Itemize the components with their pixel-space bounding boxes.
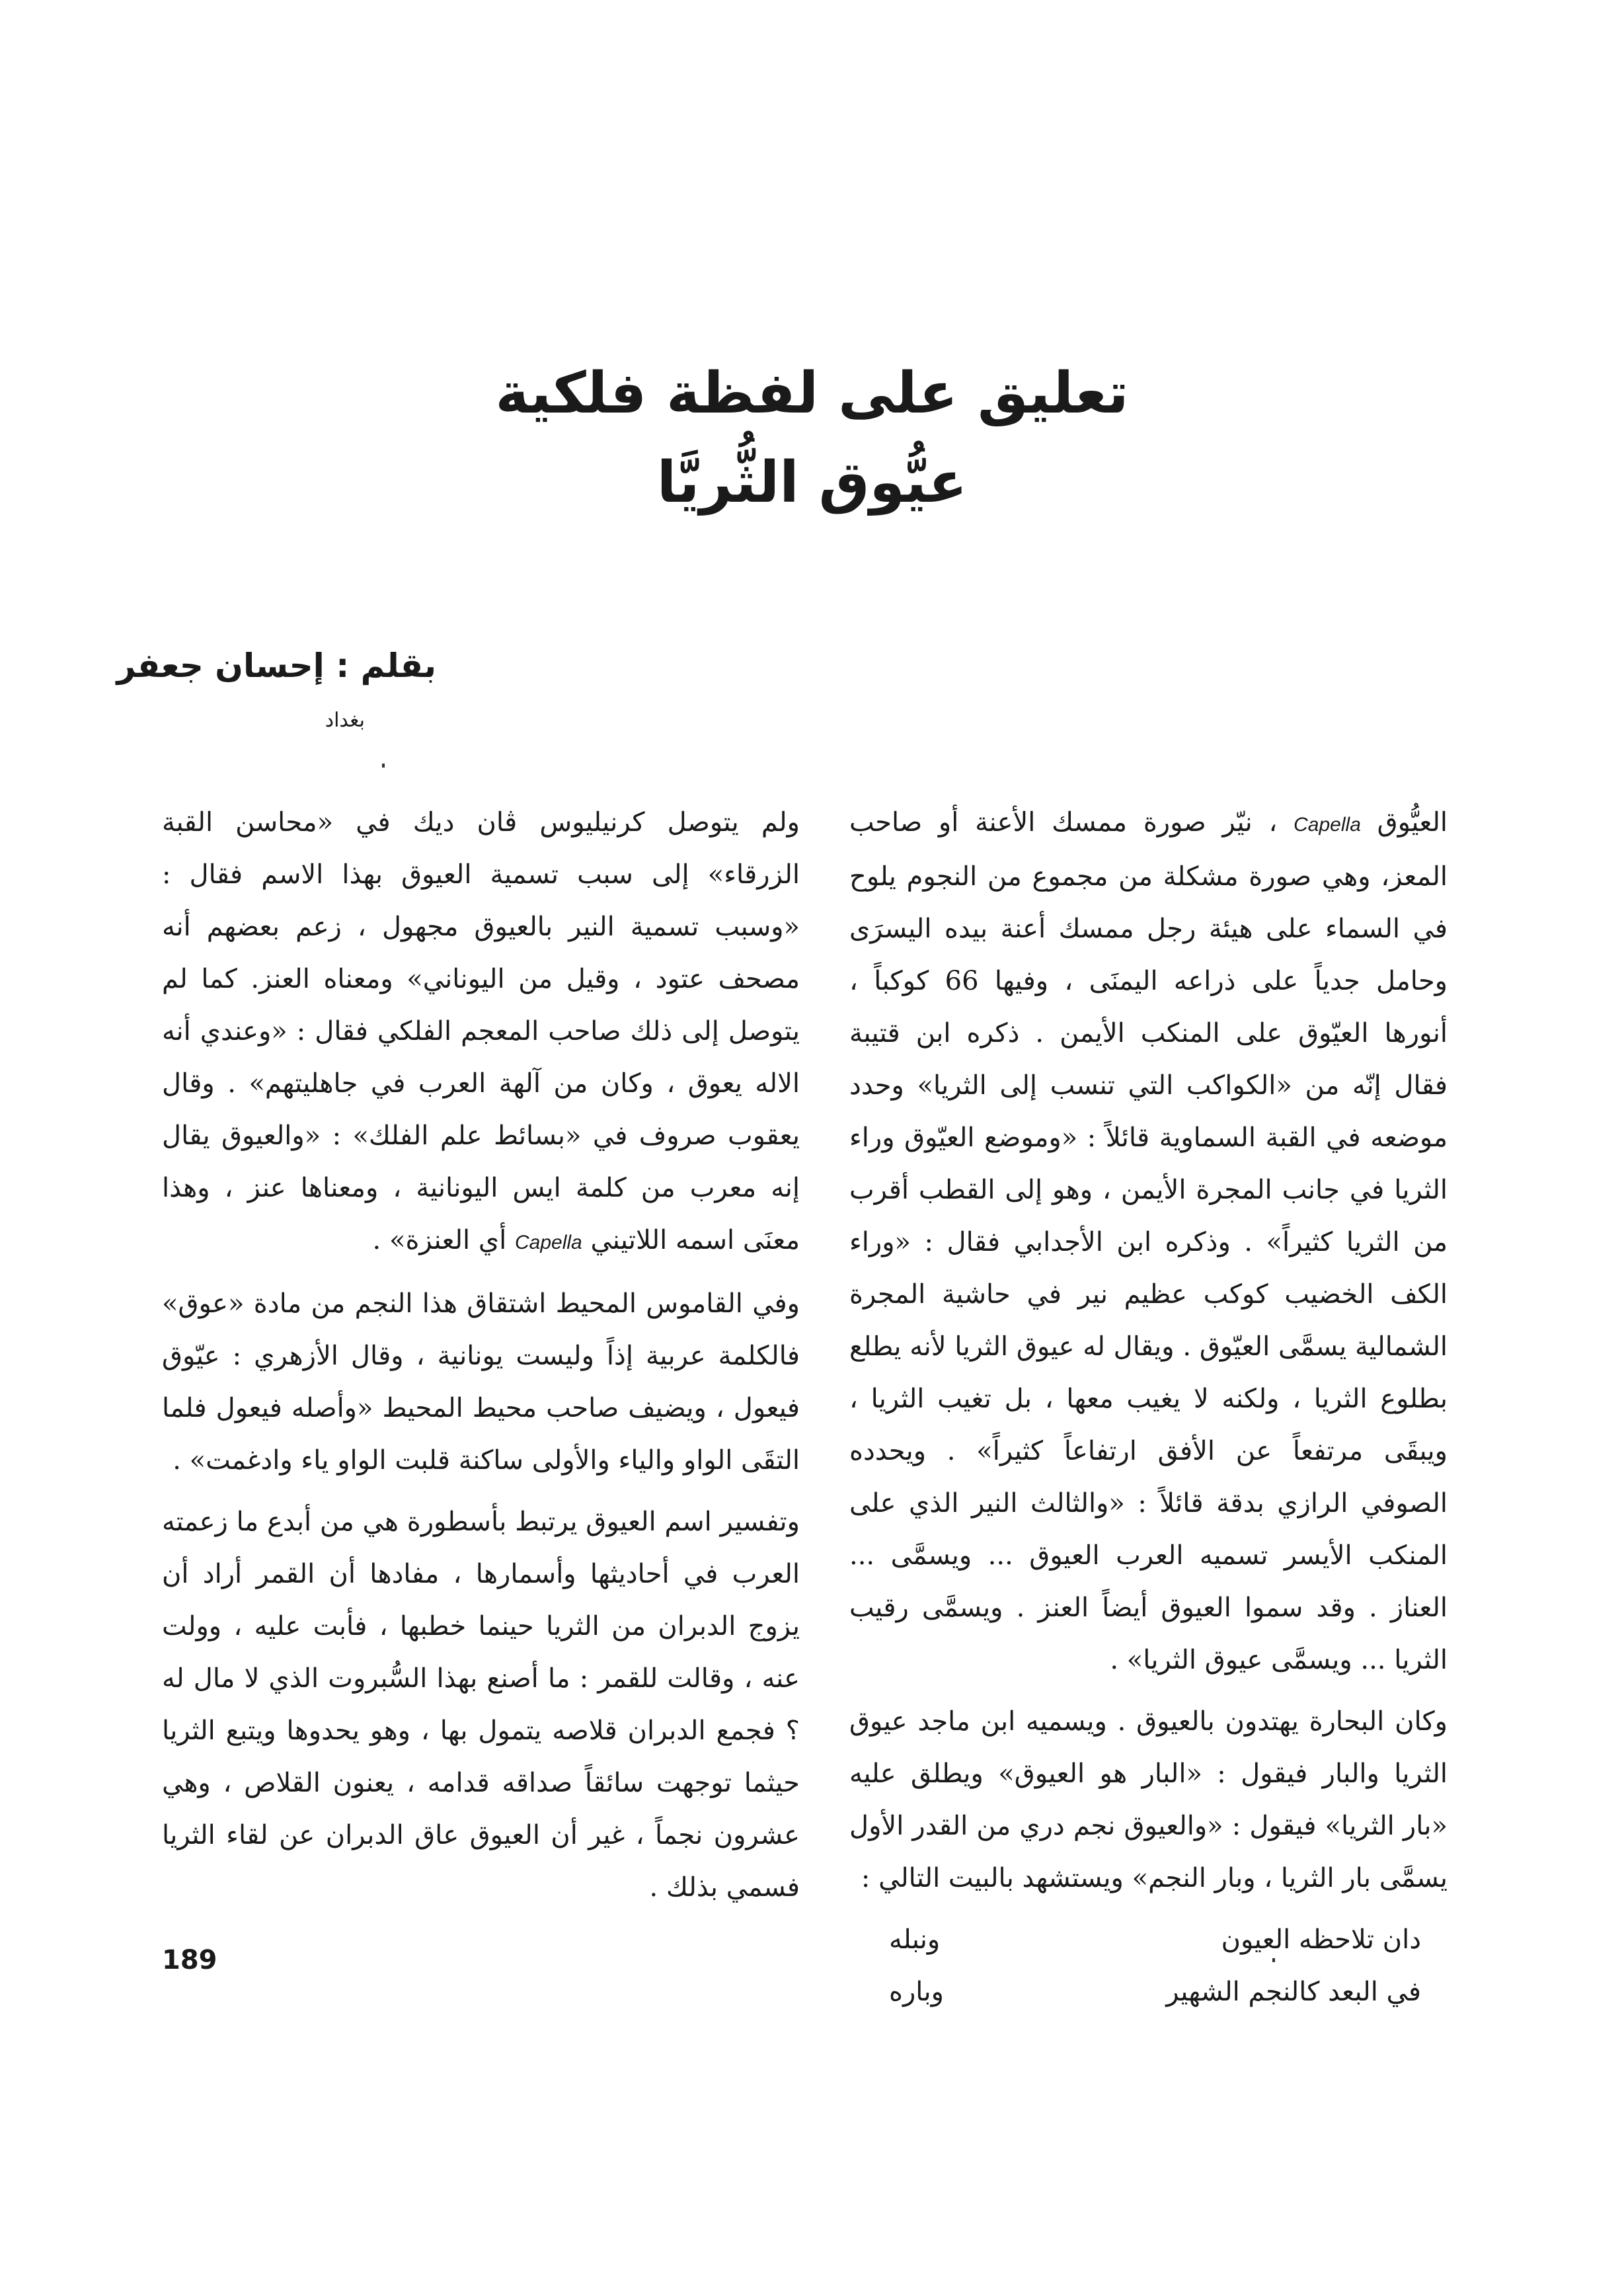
left-column [162,797,800,1923]
text-span: أي العنزة» . [372,1225,507,1255]
verse-line [849,1914,1448,1966]
paragraph [162,797,800,1269]
page-number: 189 [162,1945,217,1975]
verse-hemistich: ونبله [889,1924,941,1955]
stray-mark [382,764,385,768]
text-span: ، نيّر صورة ممسك الأعنة أو صاحب المعز، وهي صورة مشكلة من مجموع من النجوم يلوح في السماء على هيئة رجل ممسك أعنة بيده اليسرَى وحامل جدياً على ذراعه اليمنَى ، وفيها 66 كوكباً ، أنورها العيّوق على المنكب الأيمن . ذكره ابن قتيبة فقال إنّه من «الكواكب التي تنسب إلى الثريا» وحدد موضعه في القبة السماوية قائلاً : «وموضع العيّوق وراء الثريا في جانب المجرة الأيمن ، وهو إلى القطب أقرب من الثريا كثيراً» . وذكره ابن الأجدابي فقال : «وراء الكف الخضيب كوكب عظيم نير في حاشية المجرة الشمالية يسمَّى العيّوق . ويقال له عيوق الثريا لأنه يطلع بطلوع الثريا ، ولكنه لا يغيب معها ، بل تغيب الثريا ، ويبقَى مرتفعاً عن الأفق ارتفاعاً كثيراً» . ويحدده الصوفي الرازي بدقة قائلاً : «والثالث النير الذي على المنكب الأيسر تسميه العرب العيوق ... ويسمَّى ... العناز . وقد سموا العيوق أيضاً العنز . ويسمَّى رقيب الثريا ... ويسمَّى عيوق الثريا» . [849,807,1448,1675]
article-title-line-1: تعليق على لفظة فلكية [495,360,1129,426]
latin-term: Capella [1294,814,1361,836]
verse-hemistich: في البعد كالنجم الشهير [1166,1977,1421,2007]
text-span: العيُّوق [1377,807,1448,838]
right-column [849,797,1448,2018]
text-span: ولم يتوصل كرنيليوس ڤان ديك في «محاسن القبة الزرقاء» إلى سبب تسمية العيوق بهذا الاسم فقال : «وسبب تسمية النير بالعيوق مجهول ، زعم بعضهم أنه مصحف عتود ، وقيل من اليوناني» ومعناه العنز. كما لم يتوصل إلى ذلك صاحب المعجم الفلكي فقال : «وعندي أنه الاله يعوق ، وكان من آلهة العرب في جاهليتهم» . وقال يعقوب صروف في «بسائط علم الفلك» : «والعيوق يقال إنه معرب من كلمة ايس اليونانية ، ومعناها عنز ، وهذا معنَى اسمه اللاتيني [162,807,800,1255]
paragraph: وكان البحارة يهتدون بالعيوق . ويسميه ابن ماجد عيوق الثريا والبار فيقول : «البار هو العيوق» ويطلق عليه «بار الثريا» فيقول : «والعيوق نجم دري من القدر الأول يسمَّى بار الثريا ، وبار النجم» ويستشهد بالبيت التالي : [849,1706,1448,1893]
author-byline: بقلم : إحسان جعفر [116,647,436,685]
latin-term: Capella [515,1232,582,1253]
article-title-line-2: عيُّوق الثُّريَّا [656,450,968,516]
verse-line [849,1966,1448,2018]
author-location: بغداد [325,709,365,732]
paragraph: وفي القاموس المحيط اشتقاق هذا النجم من مادة «عوق» فالكلمة عربية إذاً وليست يونانية ، وقال الأزهري : عيّوق فيعول ، ويضيف صاحب محيط المحيط «وأصله فيعول فلما التقَى الواو والياء والأولى ساكنة قلبت الواو ياء وادغمت» . [162,1288,800,1476]
paragraph: وتفسير اسم العيوق يرتبط بأسطورة هي من أبدع ما زعمته العرب في أحاديثها وأسمارها ، مفادها أن القمر أراد أن يزوج الدبران من الثريا حينما خطبها ، فأبت عليه ، وولت عنه ، وقالت للقمر : ما أصنع بهذا السُّبروت الذي لا مال له ؟ فجمع الدبران قلاصه يتمول بها ، وهو يحدوها ويتبع الثريا حيثما توجهت سائقاً صداقه قدامه ، يعنون القلاص ، وهي عشرون نجماً ، غير أن العيوق عاق الدبران عن لقاء الثريا فسمي بذلك . [162,1507,800,1903]
verse-hemistich: دان تلاحظه العيون [1221,1924,1421,1955]
paragraph [849,797,1448,1686]
verse-hemistich: وباره [889,1977,944,2007]
stray-mark [1272,1958,1275,1962]
